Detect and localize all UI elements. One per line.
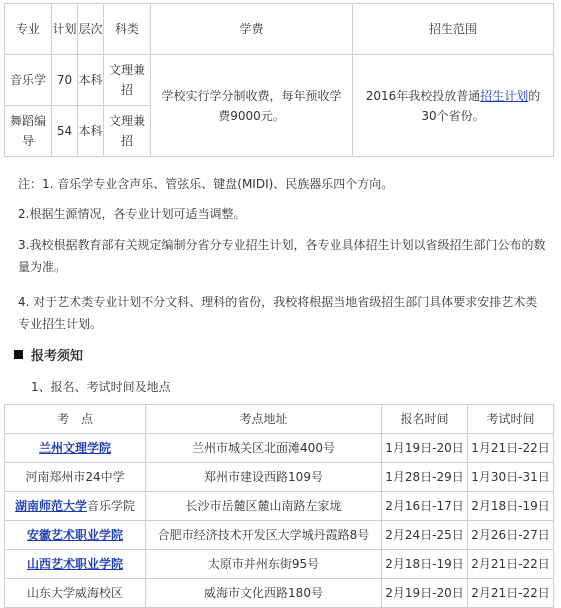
cell-exam: 2月21日-22日 — [468, 550, 554, 579]
section-title-text: 报考须知 — [31, 349, 84, 364]
header-reg-time: 报名时间 — [382, 405, 468, 434]
cell-category: 文理兼招 — [104, 106, 151, 157]
cell-plan: 70 — [52, 55, 78, 106]
cell-reg: 2月16日-17日 — [382, 492, 468, 521]
step-title: 1、报名、考试时间及地点 — [31, 380, 171, 394]
cell-reg: 2月18日-19日 — [382, 550, 468, 579]
header-major: 专业 — [5, 4, 52, 55]
cell-reg: 2月19日-20日 — [382, 579, 468, 608]
cell-site — [5, 521, 146, 550]
cell-category: 文理兼招 — [104, 55, 151, 106]
cell-scope — [353, 55, 554, 157]
cell-address: 兰州市城关区北面滩400号 — [146, 434, 382, 463]
cell-level: 本科 — [78, 55, 104, 106]
note-1: 注：1. 音乐学专业含声乐、管弦乐、键盘(MIDI)、民族器乐四个方向。 — [18, 177, 394, 191]
header-plan: 计划 — [52, 4, 78, 55]
cell-site — [5, 550, 146, 579]
cell-reg: 2月24日-25日 — [382, 521, 468, 550]
cell-fee: 学校实行学分制收费，每年预收学费9000元。 — [151, 55, 353, 157]
cell-exam: 2月26日-27日 — [468, 521, 554, 550]
table-row — [5, 550, 554, 579]
majors-table — [4, 3, 554, 157]
cell-address: 郑州市建设西路109号 — [146, 463, 382, 492]
cell-plan: 54 — [52, 106, 78, 157]
cell-major: 音乐学 — [5, 55, 52, 106]
header-category: 科类 — [104, 4, 151, 55]
cell-exam: 2月21日-22日 — [468, 579, 554, 608]
table-row — [5, 492, 554, 521]
scope-after: 的30个省份。 — [421, 88, 541, 123]
cell-reg: 1月19日-20日 — [382, 434, 468, 463]
header-exam-time: 考试时间 — [468, 405, 554, 434]
cell-address: 太原市并州东街95号 — [146, 550, 382, 579]
table-row — [5, 521, 554, 550]
square-bullet-icon — [14, 350, 23, 359]
table-row — [5, 434, 554, 463]
header-site: 考 点 — [5, 405, 146, 434]
header-level: 层次 — [78, 4, 104, 55]
section-title — [14, 345, 83, 364]
cell-address: 合肥市经济技术开发区大学城丹霞路8号 — [146, 521, 382, 550]
cell-address: 威海市文化西路180号 — [146, 579, 382, 608]
site-link[interactable]: 兰州文理学院 — [38, 441, 111, 455]
site-rest: 音乐学院 — [87, 499, 136, 513]
cell-site — [5, 492, 146, 521]
table-row — [5, 579, 554, 608]
cell-address: 长沙市岳麓区麓山南路左家垅 — [146, 492, 382, 521]
cell-exam: 2月18日-19日 — [468, 492, 554, 521]
majors-header-row — [5, 4, 554, 55]
note-3: 3.我校根据教育部有关规定编制分省分专业招生计划，各专业具体招生计划以省级招生部门公布的数量为准。 — [18, 238, 546, 274]
cell-exam: 1月21日-22日 — [468, 434, 554, 463]
header-address: 考点地址 — [146, 405, 382, 434]
cell-site: 山东大学威海校区 — [5, 579, 146, 608]
scope-before: 2016年我校投放普通 — [365, 88, 481, 103]
enrollment-plan-link[interactable]: 招生计划 — [480, 88, 529, 103]
site-link[interactable]: 山西艺术职业学院 — [26, 557, 123, 571]
cell-site — [5, 434, 146, 463]
cell-site: 河南郑州市24中学 — [5, 463, 146, 492]
note-2: 2.根据生源情况，各专业计划可适当调整。 — [18, 207, 246, 221]
table-row — [5, 55, 554, 106]
site-link[interactable]: 安徽艺术职业学院 — [26, 528, 123, 542]
table-row — [5, 463, 554, 492]
note-4: 4. 对于艺术类专业计划不分文科、理科的省份，我校将根据当地省级招生部门具体要求安排艺术类专业招生计划。 — [18, 295, 538, 331]
cell-reg: 1月28日-29日 — [382, 463, 468, 492]
exam-header-row — [5, 405, 554, 434]
header-scope: 招生范围 — [353, 4, 554, 55]
cell-level: 本科 — [78, 106, 104, 157]
exam-sites-table — [4, 404, 554, 608]
header-fee: 学费 — [151, 4, 353, 55]
site-link[interactable]: 湖南师范大学 — [14, 499, 87, 513]
cell-exam: 1月30日-31日 — [468, 463, 554, 492]
cell-major: 舞蹈编导 — [5, 106, 52, 157]
